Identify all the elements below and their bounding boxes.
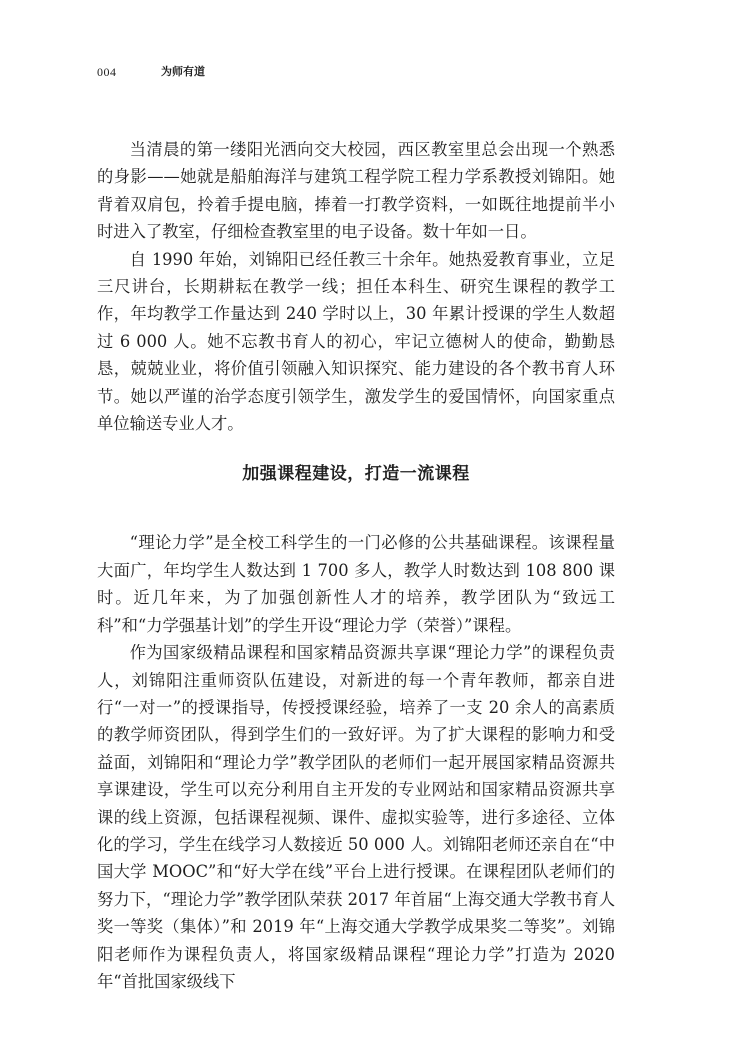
- page-body: [97, 136, 615, 995]
- book-title: 为师有道: [161, 65, 205, 78]
- paragraph-teaching-career: 自 1990 年始，刘锦阳已经任教三十余年。她热爱教育事业，立足三尺讲台，长期耕耘在教学一线；担任本科生、研究生课程的教学工作，年均教学工作量达到 240 学时以上，30 年累计授课的学生人数超过 6 000 人。她不忘教书育人的初心，牢记立德树人的使命，勤勤恳恳，兢兢业业，将价值引领融入知识探究、能力建设的各个教书育人环节。她以严谨的治学态度引领学生，激发学生的爱国情怀，向国家重点单位输送专业人才。: [97, 249, 615, 434]
- paragraph-course-leadership: 作为国家级精品课程和国家精品资源共享课“理论力学”的课程负责人，刘锦阳注重师资队伍建设，对新进的每一个青年教师，都亲自进行“一对一”的授课指导，传授授课经验，培养了一支 20 余人的高素质的教学师资团队，得到学生们的一致好评。为了扩大课程的影响力和受益面，刘锦阳和“理论力学”教学团队的老师们一起开展国家精品资源共享课建设，学生可以充分利用自主开发的专业网站和国家精品资源共享课的线上资源，包括课程视频、课件、虚拟实验等，进行多途径、立体化的学习，学生在线学习人数接近 50 000 人。刘锦阳老师还亲自在“中国大学 MOOC”和“好大学在线”平台上进行授课。在课程团队老师们的努力下，“理论力学”教学团队荣获 2017 年首届“上海交通大学教书育人奖一等奖（集体）”和 2019 年“上海交通大学教学成果奖二等奖”。刘锦阳老师作为课程负责人，将国家级精品课程“理论力学”打造为 2020 年“首批国家级线下: [97, 643, 615, 991]
- section-heading: 加强课程建设，打造一流课程: [242, 464, 470, 485]
- paragraph-intro: 当清晨的第一缕阳光洒向交大校园，西区教室里总会出现一个熟悉的身影——她就是船舶海洋与建筑工程学院工程力学系教授刘锦阳。她背着双肩包，拎着手提电脑，捧着一打教学资料，一如既往地提前半小时进入了教室，仔细检查教室里的电子设备。数十年如一日。: [97, 140, 615, 242]
- page-number: 004: [97, 65, 117, 79]
- paragraph-course-overview: “理论力学”是全校工科学生的一门必修的公共基础课程。该课程量大面广，年均学生人数达到 1 700 多人，教学人时数达到 108 800 课时。近几年来，为了加强创新性人才的培养，教学团队为“致远工科”和“力学强基计划”的学生开设“理论力学（荣誉）”课程。: [97, 533, 615, 635]
- running-header: [97, 64, 617, 80]
